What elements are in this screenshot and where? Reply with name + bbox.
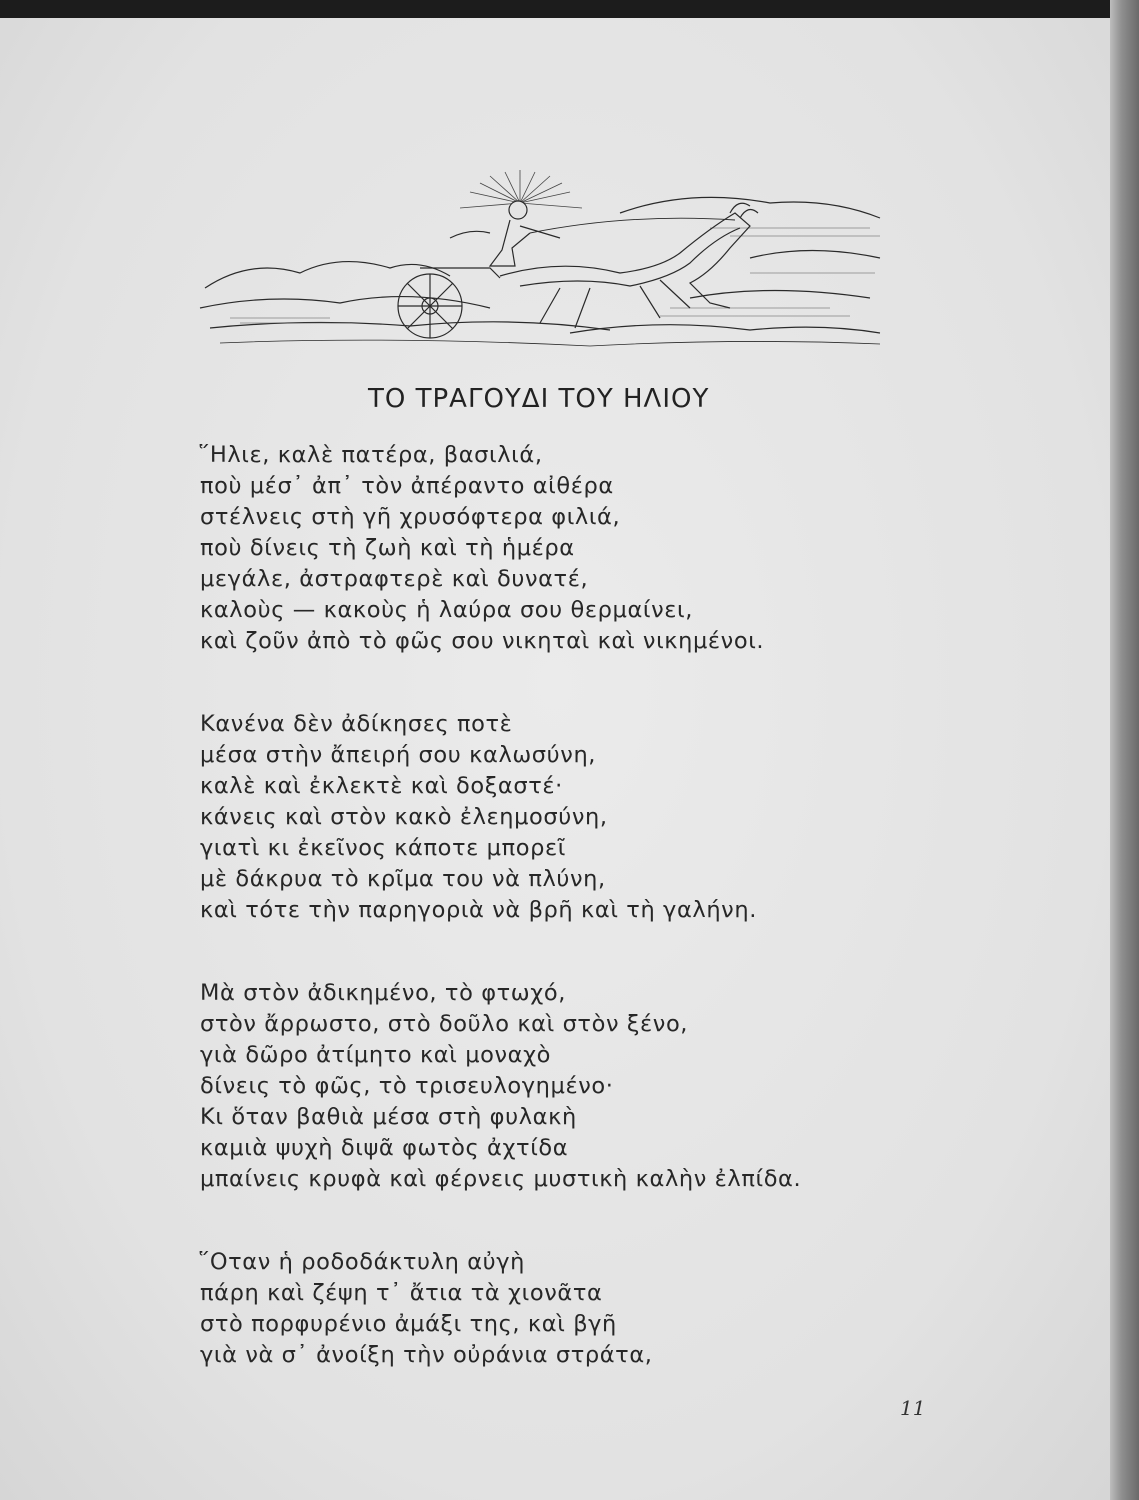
- stanza-4: [200, 1247, 900, 1371]
- stanza-1: [200, 440, 900, 657]
- verse-line: Μὰ στὸν ἀδικημένο, τὸ φτωχό,: [200, 980, 566, 1006]
- book-page: [0, 18, 1110, 1500]
- verse-line: μὲ δάκρυα τὸ κρῖμα του νὰ πλύνη,: [200, 866, 606, 892]
- verse-line: μεγάλε, ἀστραφτερὲ καὶ δυνατέ,: [200, 566, 589, 592]
- verse-line: ποὺ δίνεις τὴ ζωὴ καὶ τὴ ἡμέρα: [200, 535, 575, 561]
- verse-line: καὶ ζοῦν ἀπὸ τὸ φῶς σου νικηταὶ καὶ νικημένοι.: [200, 628, 765, 654]
- verse-line: στὸ πορφυρένιο ἀμάξι της, καὶ βγῆ: [200, 1311, 617, 1337]
- verse-line: ῞Ηλιε, καλὲ πατέρα, βασιλιά,: [198, 442, 543, 468]
- page-number: 11: [900, 1396, 926, 1420]
- verse-line: Κανένα δὲν ἀδίκησες ποτὲ: [200, 711, 513, 737]
- verse-line: γιὰ δῶρο ἀτίμητο καὶ μοναχὸ: [200, 1042, 552, 1068]
- verse-line: ποὺ μέσ᾿ ἀπ᾿ τὸν ἀπέραντο αἰθέρα: [200, 473, 614, 499]
- verse-line: κάνεις καὶ στὸν κακὸ ἐλεημοσύνη,: [200, 804, 608, 830]
- verse-line: Κι ὅταν βαθιὰ μέσα στὴ φυλακὴ: [200, 1104, 577, 1130]
- verse-line: γιὰ νὰ σ᾿ ἀνοίξη τὴν οὐράνια στράτα,: [200, 1342, 653, 1368]
- verse-line: δίνεις τὸ φῶς, τὸ τρισευλογημένο·: [200, 1073, 614, 1099]
- book-spine-edge: [1110, 0, 1139, 1500]
- poem-title: ΤΟ ΤΡΑΓΟΥΔΙ ΤΟΥ ΗΛΙΟΥ: [368, 384, 710, 414]
- verse-line: ῞Οταν ἡ ροδοδάκτυλη αὐγὴ: [198, 1249, 526, 1275]
- verse-line: μπαίνεις κρυφὰ καὶ φέρνεις μυστικὴ καλὴν ἐλπίδα.: [200, 1166, 802, 1192]
- verse-line: γιατὶ κι ἐκεῖνος κάποτε μπορεῖ: [200, 835, 566, 861]
- verse-line: καλὲ καὶ ἐκλεκτὲ καὶ δοξαστέ·: [200, 773, 563, 799]
- poem-body: [200, 440, 900, 1423]
- verse-line: στέλνεις στὴ γῆ χρυσόφτερα φιλιά,: [200, 504, 621, 530]
- verse-line: καλοὺς — κακοὺς ἡ λαύρα σου θερμαίνει,: [200, 597, 694, 623]
- verse-line: καὶ τότε τὴν παρηγοριὰ νὰ βρῆ καὶ τὴ γαλήνη.: [200, 897, 757, 923]
- verse-line: καμιὰ ψυχὴ διψᾶ φωτὸς ἀχτίδα: [200, 1135, 569, 1161]
- sun-chariot-illustration: [190, 158, 890, 358]
- verse-line: στὸν ἄρρωστο, στὸ δοῦλο καὶ στὸν ξένο,: [200, 1011, 689, 1037]
- verse-line: μέσα στὴν ἄπειρή σου καλωσύνη,: [200, 742, 597, 768]
- verse-line: πάρη καὶ ζέψη τ᾿ ἄτια τὰ χιονᾶτα: [200, 1280, 603, 1306]
- stanza-3: [200, 978, 900, 1195]
- stanza-2: [200, 709, 900, 926]
